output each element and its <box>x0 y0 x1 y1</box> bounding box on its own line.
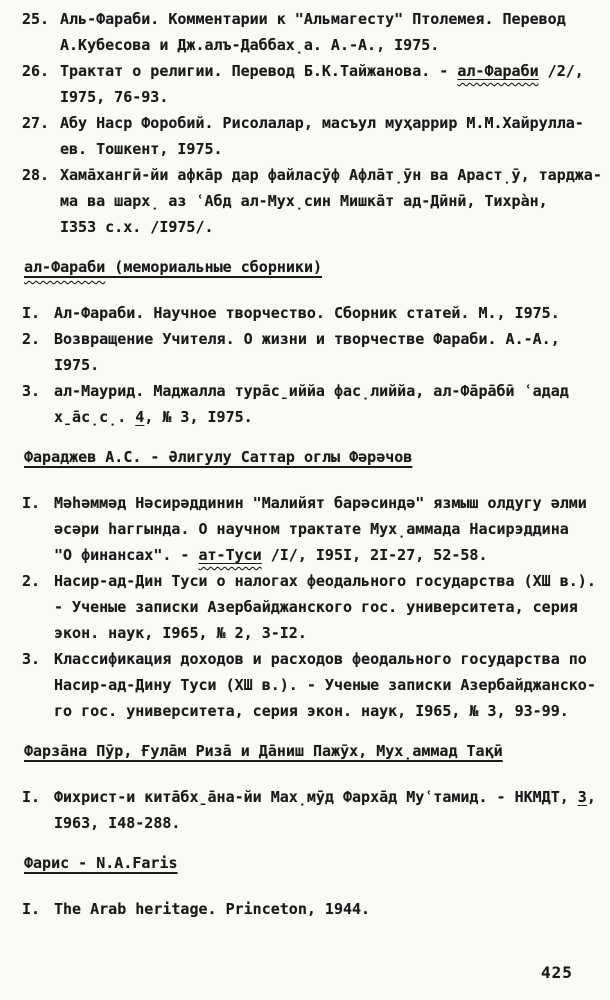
entry-number: I. <box>22 788 41 806</box>
text-segment: го гос. университета, серия экон. наук, I965, № 3, 93-99. <box>54 702 569 720</box>
text-segment: /2/, <box>538 62 584 80</box>
text-segment: Фараджев А.С. - Əлигулу Саттар оглы Фəрəчов <box>24 448 413 466</box>
entry-text <box>60 162 602 240</box>
text-segment: Насир-ад-Дину Туси (ХШ в.). - Ученые записки Азербайджанско- <box>54 676 596 694</box>
bibliography-entry <box>22 58 594 110</box>
entry-number: 3. <box>22 650 41 668</box>
text-segment: The Arab heritage. Princeton, 1944. <box>54 900 371 918</box>
entry-line <box>54 352 594 378</box>
entry-text <box>54 300 594 326</box>
text-segment: Абу Наср Форобий. Рисолалар, масъул муҳаррир М.М.Хайрулла- <box>60 114 584 132</box>
bibliography-entry <box>22 162 602 240</box>
entry-number: I. <box>22 304 41 322</box>
text-segment: экон. наук, I965, № 2, 3-I2. <box>54 624 307 642</box>
entry-text <box>54 490 594 568</box>
entry-line <box>60 188 594 214</box>
entry-line <box>54 784 594 810</box>
entry-text <box>60 110 594 162</box>
text-segment: Мəһəммəд Нəсирəддинин "Малийят барəсиндə" язмыш олдугу əлми <box>54 494 587 512</box>
entry-line <box>60 58 594 84</box>
entry-number: 3. <box>22 382 41 400</box>
bibliography-section <box>22 444 594 724</box>
entry-line <box>60 162 602 188</box>
entry-line <box>54 620 594 646</box>
text-segment: /I/, I95I, 2I-27, 52-58. <box>261 546 488 564</box>
text-segment: ал-Маурид. Маджалла тура̄с̱иййа фас̣лиййа, ал-Фа̄ра̄бӣ ʿадад <box>54 382 569 400</box>
entry-text <box>54 378 594 430</box>
section-heading-text <box>24 258 322 276</box>
entry-line <box>60 110 594 136</box>
section-heading-text <box>24 854 178 872</box>
text-segment: Аль-Фараби. Комментарии к "Альмагесту" Птолемея. Перевод <box>60 10 566 28</box>
text-segment: ма ва шарх̣ аз ʿАбд ал-Мух̣син Мишка̄т ад-Дӣнӣ, Тихра̀н, <box>60 192 548 210</box>
entry-text <box>60 6 594 58</box>
text-segment: Трактат о религии. Перевод Б.К.Тайжанова. - <box>60 62 458 80</box>
section-heading-text <box>24 448 412 466</box>
text-segment: ал-Фараби <box>457 62 539 80</box>
section-heading <box>24 254 594 280</box>
entry-line <box>60 32 594 58</box>
entry-line <box>54 698 594 724</box>
entry-number: 26. <box>22 62 50 80</box>
text-segment: əсəри һаггында. О научном трактате Мух̣аммада Насирэддина <box>54 520 569 538</box>
text-segment: (мемориальные сборники) <box>105 258 323 276</box>
entry-line <box>54 672 594 698</box>
text-segment: I975, 76-93. <box>60 88 169 106</box>
text-segment: х̱а̄с̣с̣. <box>54 408 136 426</box>
text-segment: - Ученые записки Азербайджанского гос. университета, серия <box>54 598 578 616</box>
text-segment: ат-Туси <box>198 546 262 564</box>
entry-text <box>54 896 594 922</box>
bibliography-entry <box>22 896 594 922</box>
text-segment: , <box>586 788 596 806</box>
text-segment: Возвращение Учителя. О жизни и творчестве Фараби. А.-А., <box>54 330 560 348</box>
bibliography-entry <box>22 378 594 430</box>
emphasized-name <box>457 62 538 80</box>
bibliography-section <box>22 850 594 922</box>
text-segment: Насир-ад-Дин Туси о налогах феодального государства (ХШ в.). <box>54 572 596 590</box>
bibliography-entry <box>22 784 594 836</box>
entry-text <box>54 326 594 378</box>
entry-number: I. <box>22 494 41 512</box>
emphasized-name <box>199 546 262 564</box>
bibliography-entry <box>22 110 594 162</box>
bibliography-entry <box>22 326 594 378</box>
section-heading <box>24 850 594 876</box>
bibliography <box>22 6 602 922</box>
entry-number: I. <box>22 900 41 918</box>
section-heading-text <box>24 742 503 760</box>
emphasized-name: ал-Фараби <box>24 258 106 276</box>
text-segment: "О финансах". - <box>54 546 199 564</box>
entry-line <box>54 404 594 430</box>
entry-line <box>54 326 594 352</box>
text-segment: Классификация доходов и расходов феодального государства по <box>54 650 587 668</box>
text-segment: Фарза̄на Пӯр, Ғула̄м Риза̄ и Да̄ниш Пажӯх, Мух̣аммад Тақӣ <box>24 742 503 760</box>
bibliography-entry <box>22 568 594 646</box>
text-segment: , № 3, I975. <box>144 408 253 426</box>
text-segment: I975. <box>54 356 100 374</box>
entry-text <box>60 58 594 110</box>
entry-number: 2. <box>22 330 41 348</box>
entry-number: 25. <box>22 10 50 28</box>
text-segment: Фихрист-и кита̄бх̱а̄на-йи Мах̣мӯд Фарха̄д Муʿтамид. - НКМДТ, <box>54 788 578 806</box>
bibliography-entry <box>22 6 594 58</box>
entry-number: 28. <box>22 166 50 184</box>
underlined-number: 3 <box>577 788 587 806</box>
entry-line <box>60 136 594 162</box>
section-heading <box>24 444 594 470</box>
page-number: 425 <box>541 963 573 982</box>
text-segment: I963, I48-288. <box>54 814 181 832</box>
bibliography-section <box>22 6 602 240</box>
entry-text <box>54 784 594 836</box>
entry-text <box>54 568 594 646</box>
bibliography-section <box>22 254 594 430</box>
entry-line <box>54 378 594 404</box>
entry-line <box>54 542 594 568</box>
bibliography-entry <box>22 300 594 326</box>
entry-line <box>54 646 594 672</box>
entry-number: 27. <box>22 114 50 132</box>
entry-line <box>54 300 594 326</box>
entry-text <box>54 646 594 724</box>
text-segment: I353 с.х. /I975/. <box>60 218 214 236</box>
section-heading <box>24 738 594 764</box>
entry-line <box>54 594 594 620</box>
text-segment: Фарис - N.A.Faris <box>24 854 178 872</box>
text-segment: Хама̄хангӣ-йи афка̄р дар файласӯф Афла̄т̣ӯн ва Араст̣ӯ, тарджа- <box>60 166 602 184</box>
bibliography-entry <box>22 490 594 568</box>
entry-number: 2. <box>22 572 41 590</box>
entry-line <box>54 568 594 594</box>
entry-line <box>54 490 594 516</box>
underlined-number: 4 <box>135 408 145 426</box>
entry-line <box>60 6 594 32</box>
bibliography-entry <box>22 646 594 724</box>
text-segment: Ал-Фараби. Научное творчество. Сборник статей. М., I975. <box>54 304 560 322</box>
entry-line <box>60 214 594 240</box>
entry-line <box>60 84 594 110</box>
entry-line <box>54 810 594 836</box>
bibliography-section <box>22 738 594 836</box>
text-segment: А.Кубесова и Дж.алъ-Даббах̣а. А.-А., I975. <box>60 36 440 54</box>
entry-line <box>54 896 594 922</box>
entry-line <box>54 516 594 542</box>
text-segment: ев. Тошкент, I975. <box>60 140 223 158</box>
